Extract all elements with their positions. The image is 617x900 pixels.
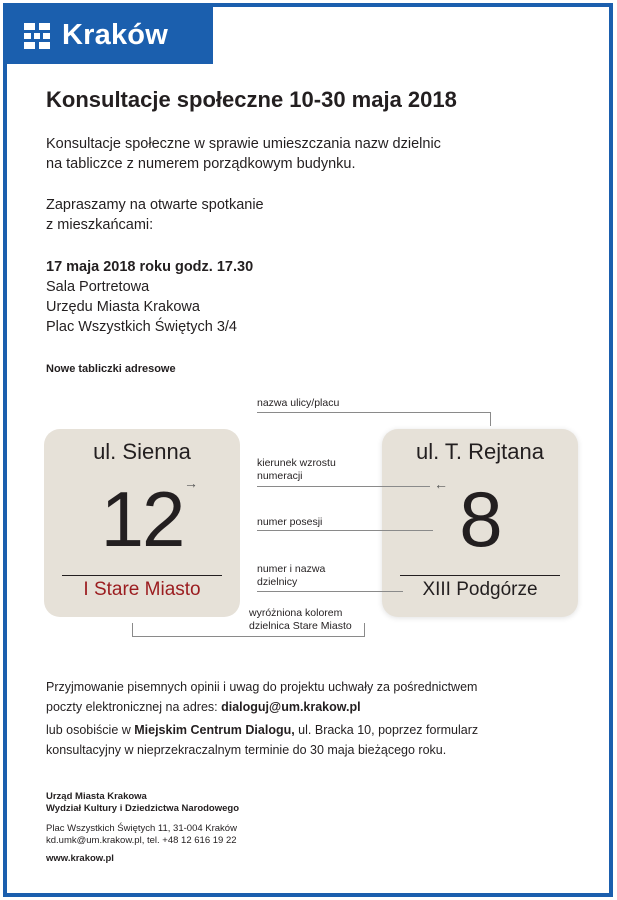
invite-paragraph: Zapraszamy na otwarte spotkanie z mieszkańcami: bbox=[46, 197, 264, 233]
arrow-right-icon: → bbox=[184, 475, 198, 491]
submission-email[interactable]: dialoguj@um.krakow.pl bbox=[221, 700, 361, 714]
diagram-title: Nowe tabliczki adresowe bbox=[46, 363, 176, 375]
page-title: Konsultacje społeczne 10-30 maja 2018 bbox=[46, 87, 457, 112]
sign-street: ul. Sienna bbox=[93, 439, 191, 464]
sign-example-rejtana bbox=[382, 429, 578, 617]
label-direction: kierunek wzrostu numeracji bbox=[257, 457, 336, 482]
contact-details: Plac Wszystkich Świętych 11, 31-004 Kraków kd.umk@um.krakow.pl, tel. +48 12 616 19 22 bbox=[46, 823, 237, 846]
dialog-center-name: Miejskim Centrum Dialogu, bbox=[134, 723, 295, 737]
sign-number: 12 bbox=[100, 475, 184, 563]
logo-text: Kraków bbox=[62, 19, 168, 51]
label-highlight: wyróżniona kolorem dzielnica Stare Miasto bbox=[249, 607, 352, 632]
contact-org: Urząd Miasta Krakowa Wydział Kultury i Dziedzictwa Narodowego bbox=[46, 791, 240, 814]
intro-paragraph: Konsultacje społeczne w sprawie umieszczania nazw dzielnic na tabliczce z numerem porządkowym budynku. bbox=[46, 136, 441, 172]
krakow-logo-icon bbox=[24, 23, 50, 49]
arrow-left-icon: ← bbox=[434, 476, 448, 492]
meeting-details bbox=[46, 257, 253, 337]
label-house-number: numer posesji bbox=[257, 516, 323, 528]
address-sign-diagram bbox=[44, 393, 580, 643]
sign-example-sienna bbox=[44, 429, 240, 617]
meeting-room: Sala Portretowa bbox=[46, 279, 150, 295]
submission-info: Przyjmowanie pisemnych opinii i uwag do projektu uchwały za pośrednictwem poczty elektronicznej na adres: dialoguj@um.krakow.pl lub osobiście w Miejskim Centrum Dialogu, ul. Bracka 10, poprzez formularz konsultacyjny w nieprzekraczalnym terminie do 30 maja bieżącego roku. bbox=[46, 680, 479, 757]
meeting-office: Urzędu Miasta Krakowa bbox=[46, 299, 200, 315]
sign-district: I Stare Miasto bbox=[83, 579, 201, 600]
meeting-date: 17 maja 2018 roku godz. 17.30 bbox=[46, 259, 254, 275]
sign-district: XIII Podgórze bbox=[422, 579, 538, 600]
sign-number: 8 bbox=[459, 475, 501, 563]
label-street-name: nazwa ulicy/placu bbox=[257, 397, 340, 409]
website-link[interactable]: www.krakow.pl bbox=[46, 853, 114, 864]
sign-street: ul. T. Rejtana bbox=[415, 439, 544, 464]
meeting-address: Plac Wszystkich Świętych 3/4 bbox=[46, 319, 237, 335]
krakow-logo bbox=[7, 7, 213, 64]
label-district: numer i nazwa dzielnicy bbox=[257, 563, 326, 588]
